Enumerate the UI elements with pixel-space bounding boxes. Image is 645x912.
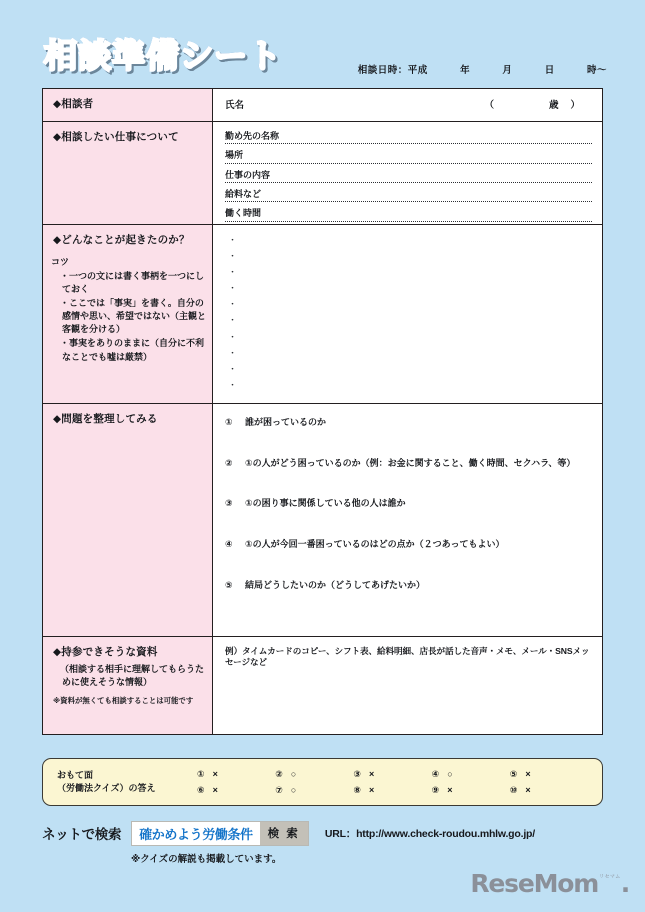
quiz-answer-9 [432, 785, 510, 796]
table-row-job-info [43, 122, 602, 225]
label-text: ◆問題を整理してみる [53, 413, 158, 425]
row-label-what-happened [43, 225, 213, 403]
quiz-mark: × [212, 768, 218, 779]
form-table [42, 88, 603, 735]
quiz-mark: ○ [290, 768, 297, 779]
consultation-date-label: 相談日時：平成 [357, 65, 428, 76]
tip-item-3: ・事実をありのままに（自分に不利なことでも嘘は厳禁） [60, 338, 205, 362]
question-item-2[interactable] [225, 458, 592, 470]
quiz-mark: ○ [290, 784, 297, 795]
quiz-mark: × [369, 768, 375, 779]
question-item-1[interactable] [225, 417, 592, 429]
job-field-location[interactable] [225, 150, 592, 163]
bullet-point: ・ [228, 331, 238, 342]
quiz-answers-label [57, 769, 197, 796]
page-title: 相談準備シート [44, 30, 282, 77]
quiz-mark: ○ [447, 768, 453, 779]
quiz-number: ⑤ [509, 768, 518, 779]
job-field-salary[interactable] [225, 189, 592, 202]
quiz-label-line2: （労働法クイズ）の答え [57, 783, 156, 793]
row-label-job-info [43, 122, 213, 224]
quiz-answer-10 [510, 785, 588, 796]
bullet-point: ・ [228, 299, 238, 310]
search-prompt-label: ネットで検索 [42, 827, 122, 842]
consultation-date-line [358, 62, 607, 76]
bullet-point: ・ [228, 267, 238, 278]
quiz-explanation-note: ※クイズの解説も掲載しています。 [131, 854, 282, 865]
quiz-answers-box [42, 758, 603, 806]
quiz-answer-1 [197, 769, 275, 780]
bullet-point: ・ [228, 363, 238, 374]
name-field-label: 氏名 [225, 100, 245, 111]
tips-title: コツ [51, 257, 70, 268]
quiz-number: ⑨ [431, 784, 440, 795]
quiz-answer-4 [432, 769, 510, 780]
materials-example-text: 例）タイムカードのコピー、シフト表、給料明細、店長が話した音声・メモ、メール・SNSメッセージなど [225, 646, 590, 668]
row-content-materials[interactable] [213, 637, 602, 734]
field-label: 仕事の内容 [225, 169, 271, 180]
logo-text: ReseMom [470, 869, 599, 898]
table-row-consultant [43, 89, 602, 122]
bullet-point: ・ [228, 379, 238, 390]
question-item-3[interactable] [225, 498, 592, 510]
quiz-mark: × [525, 784, 531, 795]
quiz-number: ② [275, 768, 283, 779]
quiz-label-line1: おもて面 [57, 769, 94, 780]
row-label-organize-problem [43, 404, 213, 636]
site-url[interactable]: URL：http://www.check-roudou.mhlw.go.jp/ [324, 827, 535, 840]
quiz-answer-6 [197, 785, 275, 796]
tip-item-2: ・ここでは「事実」を書く。自分の感情や思い、希望ではない（主観と客観を分ける） [60, 298, 207, 335]
question-list [225, 413, 592, 591]
row-content-consultant[interactable] [213, 89, 602, 121]
materials-note: ※資料が無くても相談することは可能です [53, 696, 194, 706]
row-content-job-info[interactable] [213, 122, 602, 224]
row-label-materials [43, 637, 213, 734]
write-line [225, 201, 592, 202]
table-row-materials [43, 637, 602, 734]
quiz-answer-8 [353, 785, 431, 796]
bullet-write-area[interactable] [225, 234, 592, 397]
search-promo-row [42, 818, 603, 848]
write-line [225, 182, 592, 183]
logo-period: . [620, 869, 629, 898]
question-text: ①の困り事に関係している他の人は誰か [245, 498, 406, 509]
label-text: ◆どんなことが起きたのか？ [53, 234, 190, 246]
quiz-number: ⑥ [197, 784, 205, 795]
question-text: ①の人がどう困っているのか（例：お金に関すること、働く時間、セクハラ、等） [245, 457, 576, 468]
job-field-working-hours[interactable] [225, 208, 592, 221]
quiz-number: ⑧ [353, 784, 362, 795]
field-label: 勤め先の名称 [225, 131, 280, 141]
question-text: 結局どうしたいのか（どうしてあげたいか） [245, 579, 426, 590]
question-number: ④ [225, 539, 233, 550]
quiz-answer-5 [510, 769, 588, 780]
quiz-number: ① [197, 768, 205, 779]
resemom-logo [470, 869, 629, 898]
day-label: 日 [544, 65, 555, 76]
bullet-point: ・ [228, 347, 238, 358]
logo-subtext: リセマム [599, 874, 621, 880]
quiz-number: ⑩ [509, 784, 518, 795]
search-widget[interactable] [131, 821, 309, 846]
table-row-organize-problem [43, 404, 602, 637]
question-number: ② [225, 457, 233, 468]
question-number: ③ [225, 498, 233, 509]
quiz-number: ④ [431, 768, 440, 779]
field-label: 給料など [225, 189, 262, 200]
bullet-point: ・ [228, 235, 238, 245]
label-text: ◆持参できそうな資料 [53, 646, 158, 658]
field-label: 場所 [225, 150, 244, 161]
question-text: ①の人が今回一番困っているのはどの点か（２つあってもよい） [245, 539, 505, 550]
materials-sub-label: （相談する相手に理解してもらうために使えそうな情報） [60, 664, 205, 688]
quiz-number: ⑦ [275, 784, 283, 795]
year-label: 年 [460, 65, 471, 76]
question-text: 誰が困っているのか [245, 417, 327, 427]
row-content-organize-problem[interactable] [213, 404, 602, 636]
quiz-number: ③ [353, 768, 362, 779]
job-field-work-content[interactable] [225, 170, 592, 183]
question-item-4[interactable] [225, 539, 592, 551]
hour-label: 時～ [586, 65, 607, 76]
tip-item-1: ・一つの文には書く事柄を一つにしておく [60, 271, 205, 295]
month-label: 月 [502, 65, 513, 76]
bullet-point: ・ [228, 315, 238, 326]
row-label-consultant [43, 89, 213, 121]
label-text: ◆相談したい仕事について [53, 131, 179, 143]
write-line [225, 143, 592, 144]
age-field-label: （ 歳） [484, 100, 592, 111]
page-header [0, 0, 645, 88]
field-label: 働く時間 [225, 208, 262, 219]
quiz-answer-3 [353, 769, 431, 780]
quiz-mark: × [525, 768, 531, 779]
bullet-point: ・ [228, 251, 238, 262]
table-row-what-happened [43, 225, 602, 404]
bullet-point: ・ [228, 283, 238, 294]
write-line [225, 163, 592, 164]
label-text: ◆相談者 [53, 98, 94, 110]
quiz-answer-grid [197, 766, 588, 798]
write-line [225, 221, 592, 222]
quiz-answer-7 [275, 785, 353, 796]
quiz-mark: × [369, 784, 375, 795]
quiz-answer-2 [275, 769, 353, 780]
search-button[interactable]: 検 索 [260, 822, 308, 845]
row-content-what-happened[interactable] [213, 225, 602, 403]
question-number: ⑤ [225, 579, 233, 590]
question-number: ① [225, 417, 233, 427]
job-field-workplace-name[interactable] [225, 131, 592, 144]
quiz-mark: × [447, 784, 453, 795]
quiz-mark: × [212, 784, 218, 795]
question-item-5[interactable] [225, 580, 592, 592]
search-input[interactable]: 確かめよう労働条件 [139, 826, 253, 842]
